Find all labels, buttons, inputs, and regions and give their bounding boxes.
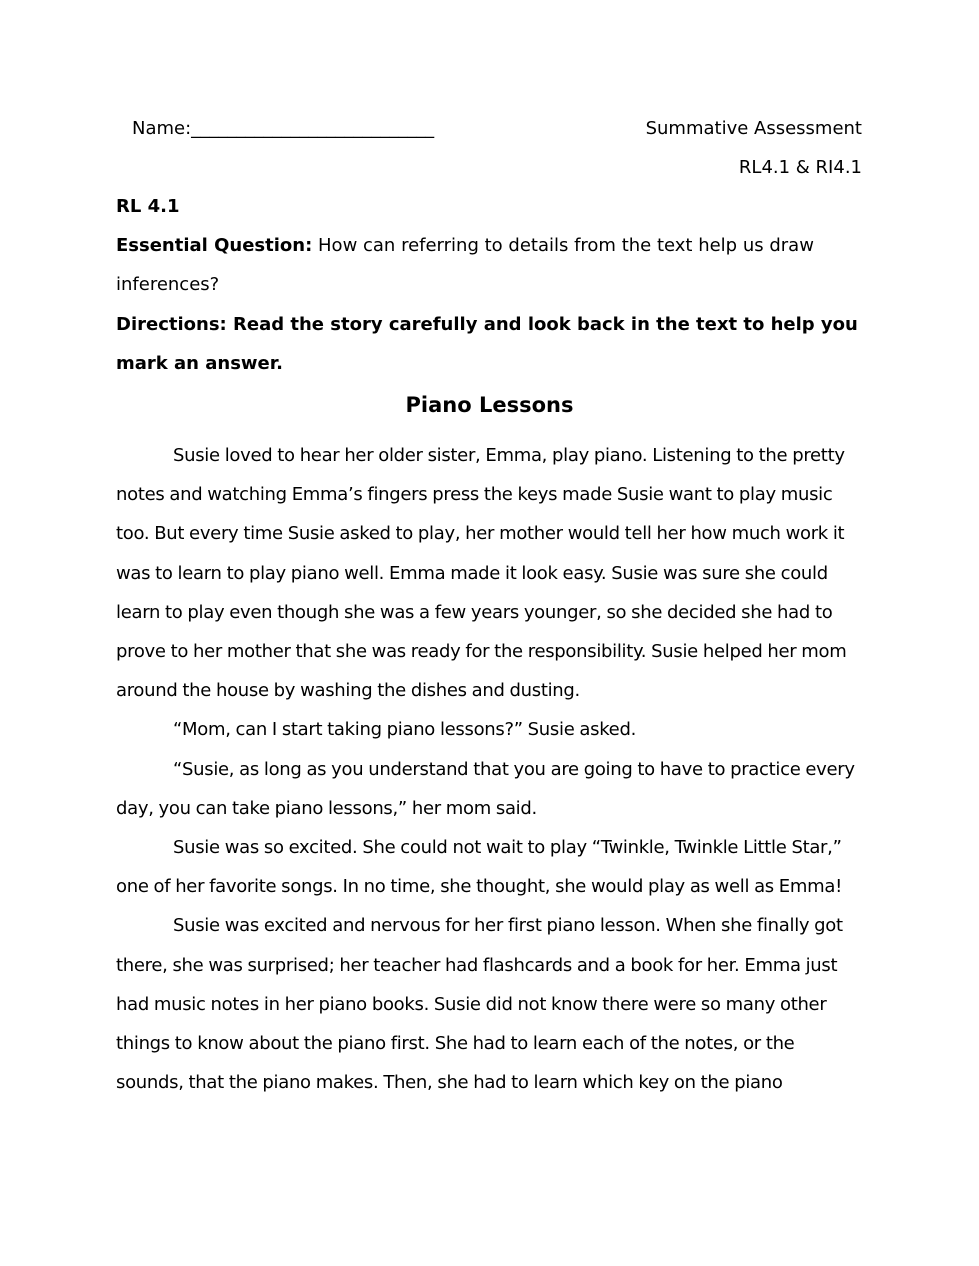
story-paragraph: Susie loved to hear her older sister, Emma, play piano. Listening to the pretty notes and watching Emma’s fingers press the keys made Susie want to play music too. But every time Susie asked to play, her mother would tell her how much work it was to learn to play piano well. Emma made it look easy. Susie was sure she could learn to play even though she was a few years younger, so she decided she had to prove to her mother that she was ready for the responsibility. Susie helped her mom around the house by washing the dishes and dusting.: [116, 445, 847, 702]
essential-question-text: How can referring to details from the text help us draw: [312, 235, 814, 256]
story-title: Piano Lessons: [405, 393, 574, 417]
standards-label: RL4.1 & RI4.1: [738, 157, 862, 178]
story-paragraph: Susie was excited and nervous for her first piano lesson. When she finally got there, she was surprised; her teacher had flashcards and a book for her. Emma just had music notes in her piano books. Susie did not know there were so many other things to know about the piano first. She had to learn each of the notes, or the sounds, that the piano makes. Then, she had to learn which key on the piano: [116, 915, 843, 1094]
directions-line-1: Directions: Read the story carefully and look back in the text to help you: [116, 314, 858, 335]
essential-question: [116, 234, 814, 258]
story-paragraph: “Mom, can I start taking piano lessons?” Susie asked.: [173, 719, 636, 741]
essential-question-continued: inferences?: [116, 274, 220, 295]
name-field-label: Name:___________________________: [132, 118, 435, 139]
story-paragraph: Susie was so excited. She could not wait to play “Twinkle, Twinkle Little Star,” one of her favorite songs. In no time, she thought, she would play as well as Emma!: [116, 837, 842, 898]
essential-question-label: Essential Question:: [116, 235, 313, 256]
standard-heading: RL 4.1: [116, 196, 180, 217]
assessment-title: Summative Assessment: [645, 118, 862, 139]
story-paragraph: “Susie, as long as you understand that you are going to have to practice every day, you can take piano lessons,” her mom said.: [116, 758, 855, 819]
directions-line-2: mark an answer.: [116, 353, 283, 374]
story-body: [116, 436, 864, 1102]
